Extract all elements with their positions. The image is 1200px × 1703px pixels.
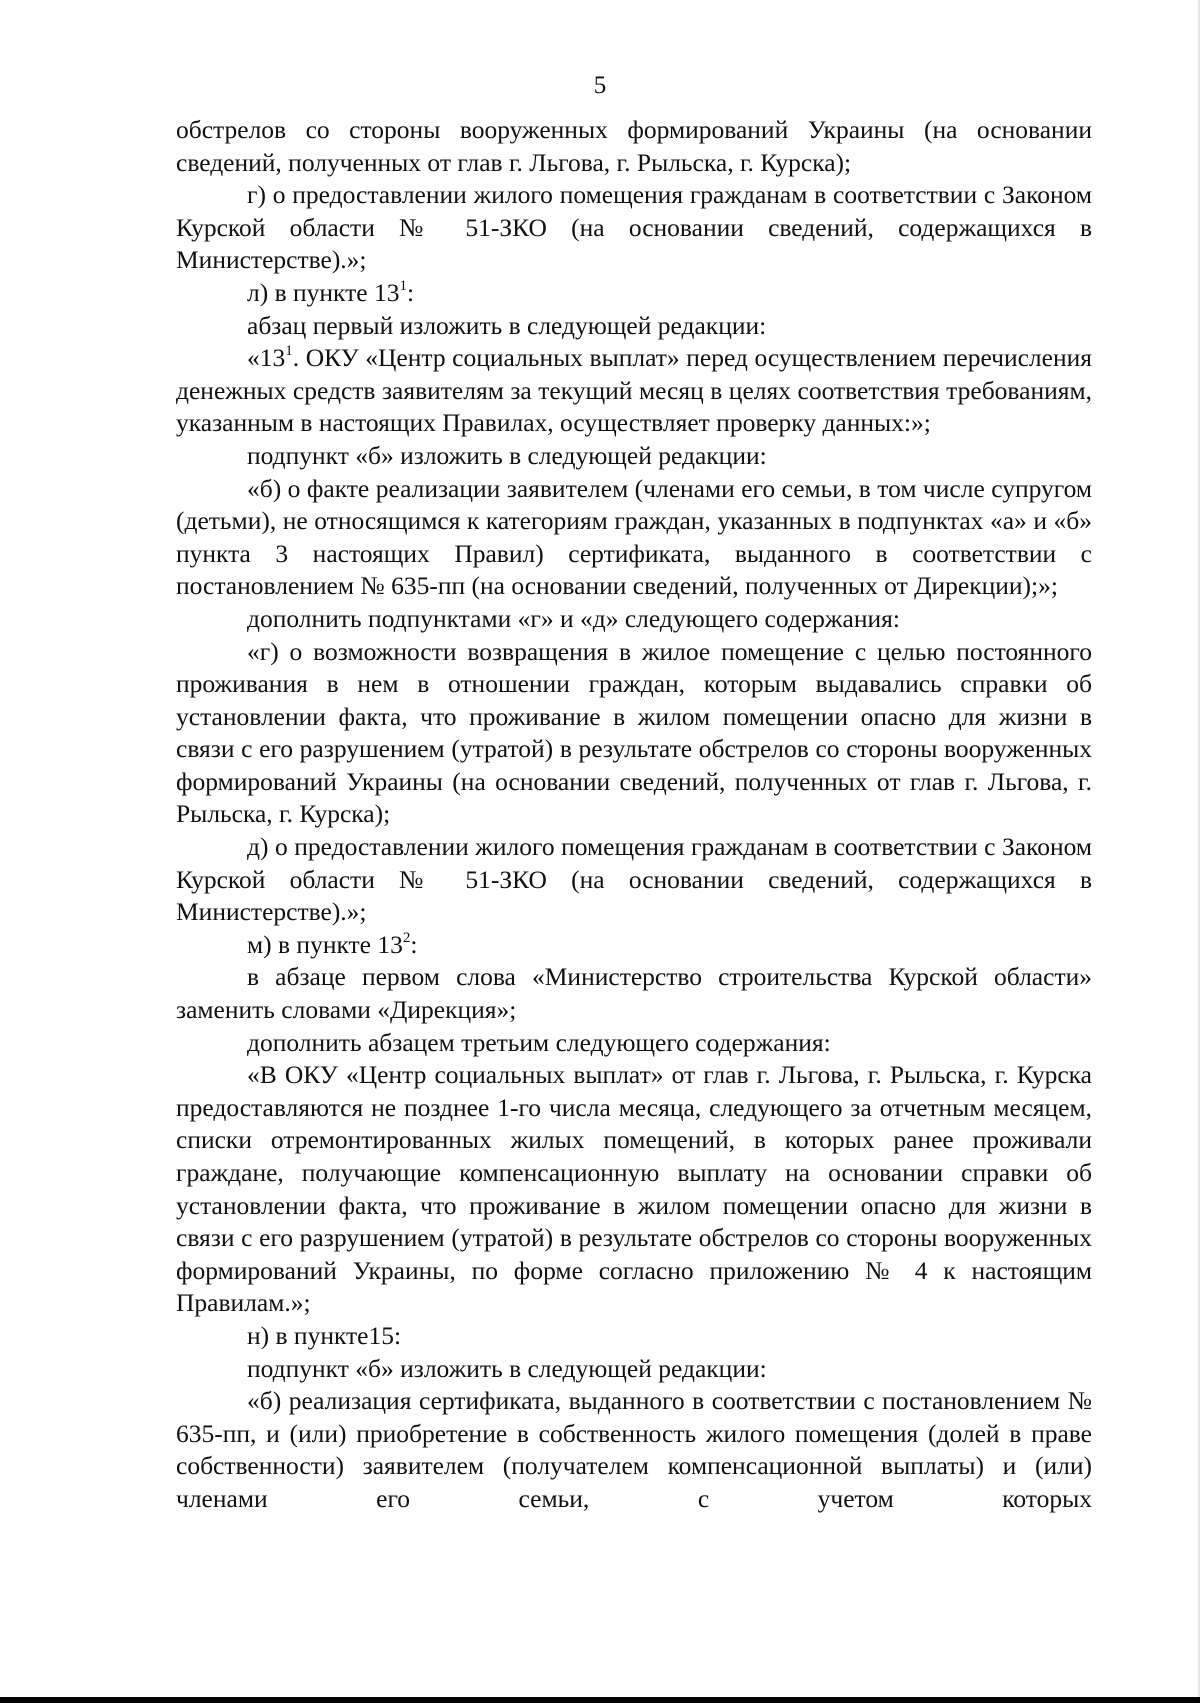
paragraph-oku-lists: «В ОКУ «Центр социальных выплат» от глав г. Льгова, г. Рыльска, г. Курска предоставляются не позднее 1-го числа месяца, следующего за отчетным месяцем, списки отремонтированных жилых помещений, в которых ранее проживали граждане, получающие компенсационную выплату на основании справки об установлении факта, что проживание в жилом помещении опасно для жизни в связи с его разрушением (утратой) в результате обстрелов со стороны вооруженных формирований Украины, по форме согласно приложению № 4 к настоящим Правилам.»;: [176, 1060, 1092, 1318]
paragraph-item-n: н) в пункте15:: [247, 1320, 402, 1350]
paragraph-point-13-1: [176, 342, 1092, 440]
paragraph-subpoint-b: «б) о факте реализации заявителем (членами его семьи, в том числе супругом (детьми), не относящимся к категориям граждан, указанных в подпунктах «а» и «б» пункта 3 настоящих Правил) сертификата, выданного в соответствии с постановлением № 635-пп (на основании сведений, полученных от Дирекции);»;: [176, 473, 1092, 601]
paragraph-item-g-housing: г) о предоставлении жилого помещения гражданам в соответствии с Законом Курской области № 51-ЗКО (на основании сведений, содержащихся в Министерстве).»;: [176, 180, 1092, 275]
paragraph-text: :: [410, 929, 418, 959]
paragraph-text: :: [406, 277, 415, 307]
paragraph-continuation: обстрелов со стороны вооруженных формирований Украины (на основании сведений, полученных от глав г. Льгова, г. Рыльска, г. Курска);: [176, 115, 1092, 177]
paragraph-subpoint-g: «г) о возможности возвращения в жилое помещение с целью постоянного проживания в нем в отношении граждан, которым выдавались справки об установлении факта, что проживание в жилом помещении опасно для жизни в связи с его разрушением (утратой) в результате обстрелов со стороны вооруженных формирований Украины (на основании сведений, полученных от глав г. Льгова, г. Рыльска, г. Курска);: [176, 636, 1092, 829]
paragraph-item-l: [176, 277, 1092, 310]
superscript: 1: [285, 343, 293, 360]
superscript: 2: [402, 929, 411, 946]
superscript: 1: [399, 277, 407, 294]
scan-bottom-border: [0, 1697, 1200, 1703]
paragraph-abzac-first: абзац первый изложить в следующей редакции:: [247, 310, 767, 340]
paragraph-text: «13: [247, 343, 286, 373]
document-body: [176, 114, 1092, 1516]
paragraph-text: л) в пункте 13: [247, 277, 400, 307]
paragraph-supplement-g-d: дополнить подпунктами «г» и «д» следующего содержания:: [247, 603, 900, 633]
paragraph-subpoint-d: д) о предоставлении жилого помещения гражданам в соответствии с Законом Курской области № 51-ЗКО (на основании сведений, содержащихся в Министерстве).»;: [176, 832, 1092, 927]
paragraph-text: . ОКУ «Центр социальных выплат» перед осуществлением перечисления денежных средств заявителям за текущий месяц в целях соответствия требованиям, указанным в настоящих Правилах, осуществляет проверку данных:»;: [176, 343, 1092, 438]
paragraph-item-m: [176, 929, 1092, 962]
paragraph-subpoint-b-intro-2: подпункт «б» изложить в следующей редакции:: [247, 1353, 767, 1383]
paragraph-subpoint-b-intro: подпункт «б» изложить в следующей редакции:: [247, 440, 767, 470]
paragraph-text: м) в пункте 13: [247, 929, 403, 959]
paragraph-supplement-third: дополнить абзацем третьим следующего содержания:: [247, 1027, 831, 1057]
paragraph-replace-words: в абзаце первом слова «Министерство строительства Курской области» заменить словами «Дирекция»;: [176, 962, 1092, 1025]
paragraph-subpoint-b-realization: «б) реализация сертификата, выданного в соответствии с постановлением № 635-пп, и (или) приобретение в собственность жилого помещения (долей в праве собственности) заявителем (получателем компенсационной выплаты) и (или) членами его семьи, с учетом которых: [176, 1386, 1092, 1513]
page-number: 5: [593, 72, 607, 99]
